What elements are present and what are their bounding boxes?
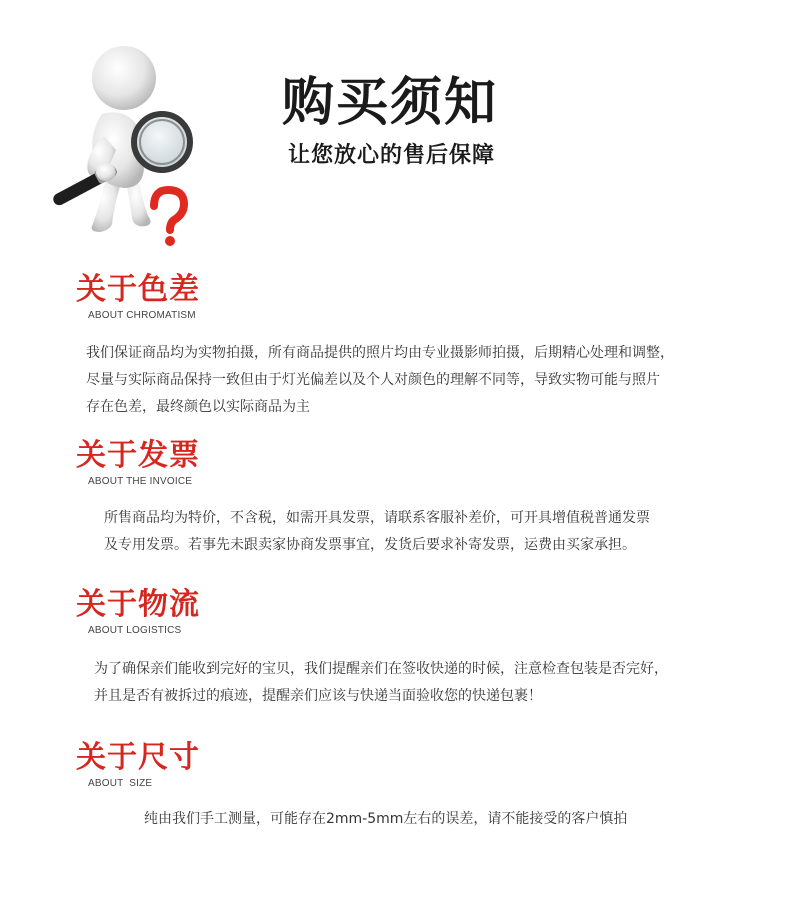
body-line: 尽量与实际商品保持一致但由于灯光偏差以及个人对颜色的理解不同等，导致实物可能与照片 — [86, 372, 660, 388]
section-subtitle: ABOUT CHROMATISM — [88, 310, 196, 321]
body-line: 纯由我们手工测量，可能存在2mm-5mm左右的误差，请不能接受的客户慎拍 — [144, 811, 628, 827]
body-line: 为了确保亲们能收到完好的宝贝，我们提醒亲们在签收快递的时候，注意检查包装是否完好， — [94, 661, 668, 677]
page-title: 购买须知 — [282, 73, 499, 133]
section-body — [144, 806, 627, 833]
question-mark-icon — [154, 190, 184, 246]
section-body — [86, 340, 674, 421]
section-body — [94, 656, 668, 710]
body-line: 及专用发票。若事先未跟卖家协商发票事宜，发货后要求补寄发票，运费由买家承担。 — [104, 537, 636, 553]
section-subtitle: ABOUT THE INVOICE — [88, 476, 193, 487]
person-with-magnifier-icon — [44, 38, 204, 248]
body-line: 并且是否有被拆过的痕迹，提醒亲们应该与快递当面验收您的快递包裹！ — [94, 688, 542, 704]
body-line: 所售商品均为特价，不含税，如需开具发票，请联系客服补差价，可开具增值税普通发票 — [104, 510, 650, 526]
section-subtitle: ABOUT SIZE — [88, 778, 153, 789]
page-subtitle: 让您放心的售后保障 — [288, 143, 496, 168]
section-chromatism — [0, 272, 790, 422]
section-subtitle: ABOUT LOGISTICS — [88, 625, 182, 636]
body-line: 我们保证商品均为实物拍摄，所有商品提供的照片均由专业摄影师拍摄，后期精心处理和调整， — [86, 345, 674, 361]
section-body — [104, 505, 650, 559]
section-title: 关于发票 — [76, 438, 200, 473]
body-line: 存在色差，最终颜色以实际商品为主 — [86, 399, 310, 415]
section-invoice — [0, 438, 790, 568]
section-title: 关于色差 — [76, 272, 200, 307]
section-logistics — [0, 587, 790, 717]
section-title: 关于物流 — [76, 587, 200, 622]
section-title: 关于尺寸 — [76, 740, 200, 775]
section-size — [0, 740, 790, 840]
